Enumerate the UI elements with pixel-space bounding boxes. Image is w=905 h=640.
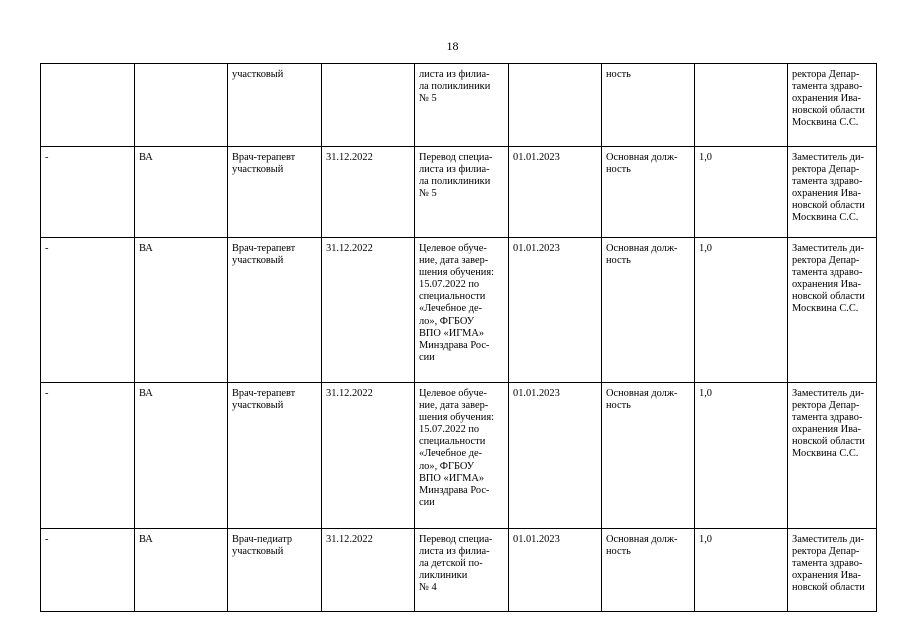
cell-text: Основная долж- ность	[606, 388, 678, 412]
table-cell	[135, 383, 228, 529]
cell-text: Целевое обуче- ние, дата завер- шения обучения: 15.07.2022 по специальности «Лечебное де- ло», ФГБОУ ВПО «ИГМА» Минздрава Рос- сии	[419, 243, 495, 363]
staffing-table	[40, 63, 877, 612]
cell-text: -	[45, 152, 49, 163]
table-cell	[788, 238, 877, 383]
table-cell	[322, 383, 415, 529]
cell-text: Перевод специа- листа из филиа- ла поликлиники № 5	[419, 152, 493, 200]
cell-text: Основная долж- ность	[606, 534, 678, 558]
cell-text: 31.12.2022	[326, 243, 373, 254]
table-cell	[415, 529, 509, 612]
cell-text: -	[45, 388, 49, 399]
table-cell	[415, 383, 509, 529]
table-cell	[509, 529, 602, 612]
cell-text: Заместитель ди- ректора Депар- тамента здраво- охранения Ива- новской области Москвина С.С.	[792, 152, 865, 224]
table-row	[41, 64, 877, 147]
table-cell	[322, 529, 415, 612]
table-cell	[228, 529, 322, 612]
cell-text: 01.01.2023	[513, 152, 560, 163]
cell-text: Целевое обуче- ние, дата завер- шения обучения: 15.07.2022 по специальности «Лечебное де- ло», ФГБОУ ВПО «ИГМА» Минздрава Рос- сии	[419, 388, 495, 508]
cell-text: 31.12.2022	[326, 388, 373, 399]
table-cell	[135, 529, 228, 612]
cell-text: участковый	[232, 69, 284, 80]
table-cell	[788, 529, 877, 612]
cell-text: 31.12.2022	[326, 152, 373, 163]
table-cell	[509, 147, 602, 238]
table-cell	[695, 238, 788, 383]
table-cell	[228, 147, 322, 238]
table-cell	[41, 383, 135, 529]
cell-text: Заместитель ди- ректора Депар- тамента здраво- охранения Ива- новской области Москвина С.С.	[792, 243, 865, 315]
table-cell	[415, 238, 509, 383]
table-cell	[695, 147, 788, 238]
table-cell	[695, 64, 788, 147]
table-cell	[41, 147, 135, 238]
cell-text: 1,0	[699, 534, 712, 545]
table-cell	[135, 238, 228, 383]
cell-text: Заместитель ди- ректора Депар- тамента здраво- охранения Ива- новской области	[792, 534, 865, 594]
table-cell	[788, 383, 877, 529]
cell-text: Заместитель ди- ректора Депар- тамента здраво- охранения Ива- новской области Москвина С.С.	[792, 388, 865, 460]
cell-text: Врач-педиатр участковый	[232, 534, 293, 558]
table-cell	[695, 383, 788, 529]
table-cell	[602, 64, 695, 147]
table-cell	[228, 383, 322, 529]
table-cell	[228, 238, 322, 383]
table-cell	[602, 238, 695, 383]
table-cell	[135, 64, 228, 147]
cell-text: ность	[606, 69, 631, 80]
table-cell	[322, 238, 415, 383]
cell-text: Врач-терапевт участковый	[232, 243, 296, 267]
cell-text: Перевод специа- листа из филиа- ла детской по- ликлиники № 4	[419, 534, 493, 594]
table-cell	[322, 147, 415, 238]
cell-text: 1,0	[699, 388, 712, 399]
table-cell	[228, 64, 322, 147]
cell-text: Врач-терапевт участковый	[232, 152, 296, 176]
page-number: 18	[446, 39, 459, 53]
table-cell	[695, 529, 788, 612]
cell-text: -	[45, 243, 49, 254]
table-cell	[415, 64, 509, 147]
table-cell	[41, 238, 135, 383]
cell-text: -	[45, 534, 49, 545]
cell-text: ВА	[139, 243, 153, 254]
cell-text: листа из филиа- ла поликлиники № 5	[419, 69, 491, 105]
cell-text: 1,0	[699, 152, 712, 163]
cell-text: ВА	[139, 388, 153, 399]
cell-text: 1,0	[699, 243, 712, 254]
cell-text: Основная долж- ность	[606, 243, 678, 267]
table-cell	[322, 64, 415, 147]
table-cell	[602, 147, 695, 238]
cell-text: ректора Депар- тамента здраво- охранения Ива- новской области Москвина С.С.	[792, 69, 865, 129]
table-row	[41, 238, 877, 383]
table-row	[41, 147, 877, 238]
table-cell	[509, 64, 602, 147]
cell-text: 31.12.2022	[326, 534, 373, 545]
cell-text: 01.01.2023	[513, 388, 560, 399]
cell-text: ВА	[139, 152, 153, 163]
table-cell	[41, 64, 135, 147]
cell-text: Врач-терапевт участковый	[232, 388, 296, 412]
cell-text: 01.01.2023	[513, 534, 560, 545]
table-row	[41, 383, 877, 529]
cell-text: ВА	[139, 534, 153, 545]
table-cell	[135, 147, 228, 238]
table-row	[41, 529, 877, 612]
table-cell	[602, 383, 695, 529]
table-cell	[788, 64, 877, 147]
table-cell	[41, 529, 135, 612]
table-cell	[509, 238, 602, 383]
cell-text: 01.01.2023	[513, 243, 560, 254]
table-cell	[415, 147, 509, 238]
table-cell	[602, 529, 695, 612]
table-cell	[788, 147, 877, 238]
cell-text: Основная долж- ность	[606, 152, 678, 176]
table-cell	[509, 383, 602, 529]
